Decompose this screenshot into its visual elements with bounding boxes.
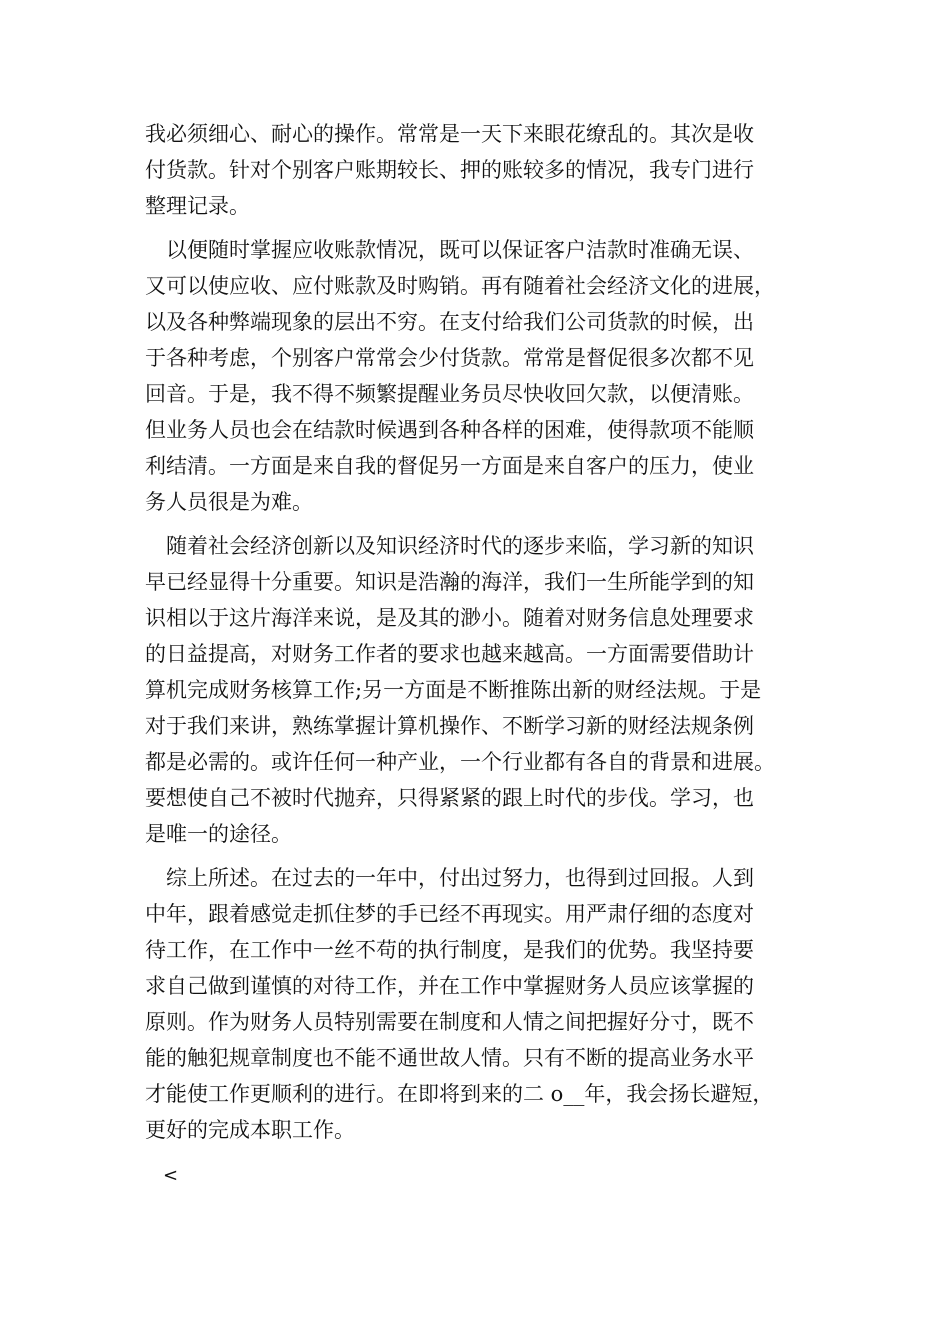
text-line: 整理记录。 xyxy=(145,194,250,218)
paragraph-4 xyxy=(145,860,810,1148)
paragraph-3 xyxy=(145,528,810,852)
paragraph-spacer xyxy=(145,852,810,860)
text-line: 于各种考虑，个别客户常常会少付货款。常常是督促很多次都不见 xyxy=(145,346,754,370)
text-line: 又可以使应收、应付账款及时购销。再有随着社会经济文化的进展， xyxy=(145,274,775,298)
text-line: 以及各种弊端现象的层出不穷。在支付给我们公司货款的时候，出 xyxy=(145,310,754,334)
text-line: 才能使工作更顺利的进行。在即将到来的二 o__年，我会扬长避短， xyxy=(145,1082,774,1106)
text-line: 付货款。针对个别客户账期较长、押的账较多的情况，我专门进行 xyxy=(145,158,754,182)
text-line: 待工作，在工作中一丝不苟的执行制度，是我们的优势。我坚持要 xyxy=(145,938,754,962)
text-line: 都是必需的。或许任何一种产业，一个行业都有各自的背景和进展。 xyxy=(145,750,775,774)
text-line: 以便随时掌握应收账款情况，既可以保证客户洁款时准确无误、 xyxy=(166,238,754,262)
text-line: 回音。于是，我不得不频繁提醒业务员尽快收回欠款，以便清账。 xyxy=(145,382,754,406)
text-line: 是唯一的途径。 xyxy=(145,822,292,846)
text-line: 算机完成财务核算工作;另一方面是不断推陈出新的财经法规。于是 xyxy=(145,678,762,702)
text-line: 的日益提高，对财务工作者的要求也越来越高。一方面需要借助计 xyxy=(145,642,754,666)
text-line: 要想使自己不被时代抛弃，只得紧紧的跟上时代的步伐。学习，也 xyxy=(145,786,754,810)
document-body xyxy=(145,116,810,1148)
paragraph-spacer xyxy=(145,224,810,232)
text-line: 求自己做到谨慎的对待工作，并在工作中掌握财务人员应该掌握的 xyxy=(145,974,754,998)
text-line: 但业务人员也会在结款时候遇到各种各样的困难，使得款项不能顺 xyxy=(145,418,754,442)
trailing-mark: < xyxy=(163,1165,179,1186)
text-line: 利结清。一方面是来自我的督促另一方面是来自客户的压力，使业 xyxy=(145,454,754,478)
text-line: 原则。作为财务人员特别需要在制度和人情之间把握好分寸，既不 xyxy=(145,1010,754,1034)
text-line: 能的触犯规章制度也不能不通世故人情。只有不断的提高业务水平 xyxy=(145,1046,754,1070)
text-line: 识相以于这片海洋来说，是及其的渺小。随着对财务信息处理要求 xyxy=(145,606,754,630)
text-line: 综上所述。在过去的一年中，付出过努力，也得到过回报。人到 xyxy=(166,866,754,890)
text-line: 我必须细心、耐心的操作。常常是一天下来眼花缭乱的。其次是收 xyxy=(145,122,754,146)
text-line: 更好的完成本职工作。 xyxy=(145,1118,355,1142)
text-line: 对于我们来讲，熟练掌握计算机操作、不断学习新的财经法规条例 xyxy=(145,714,754,738)
text-line: 务人员很是为难。 xyxy=(145,490,313,514)
text-line: 早已经显得十分重要。知识是浩瀚的海洋，我们一生所能学到的知 xyxy=(145,570,754,594)
text-line: 中年，跟着感觉走抓住梦的手已经不再现实。用严肃仔细的态度对 xyxy=(145,902,754,926)
paragraph-spacer xyxy=(145,520,810,528)
text-line: 随着社会经济创新以及知识经济时代的逐步来临，学习新的知识 xyxy=(166,534,754,558)
paragraph-2 xyxy=(145,232,810,520)
paragraph-1 xyxy=(145,116,810,224)
